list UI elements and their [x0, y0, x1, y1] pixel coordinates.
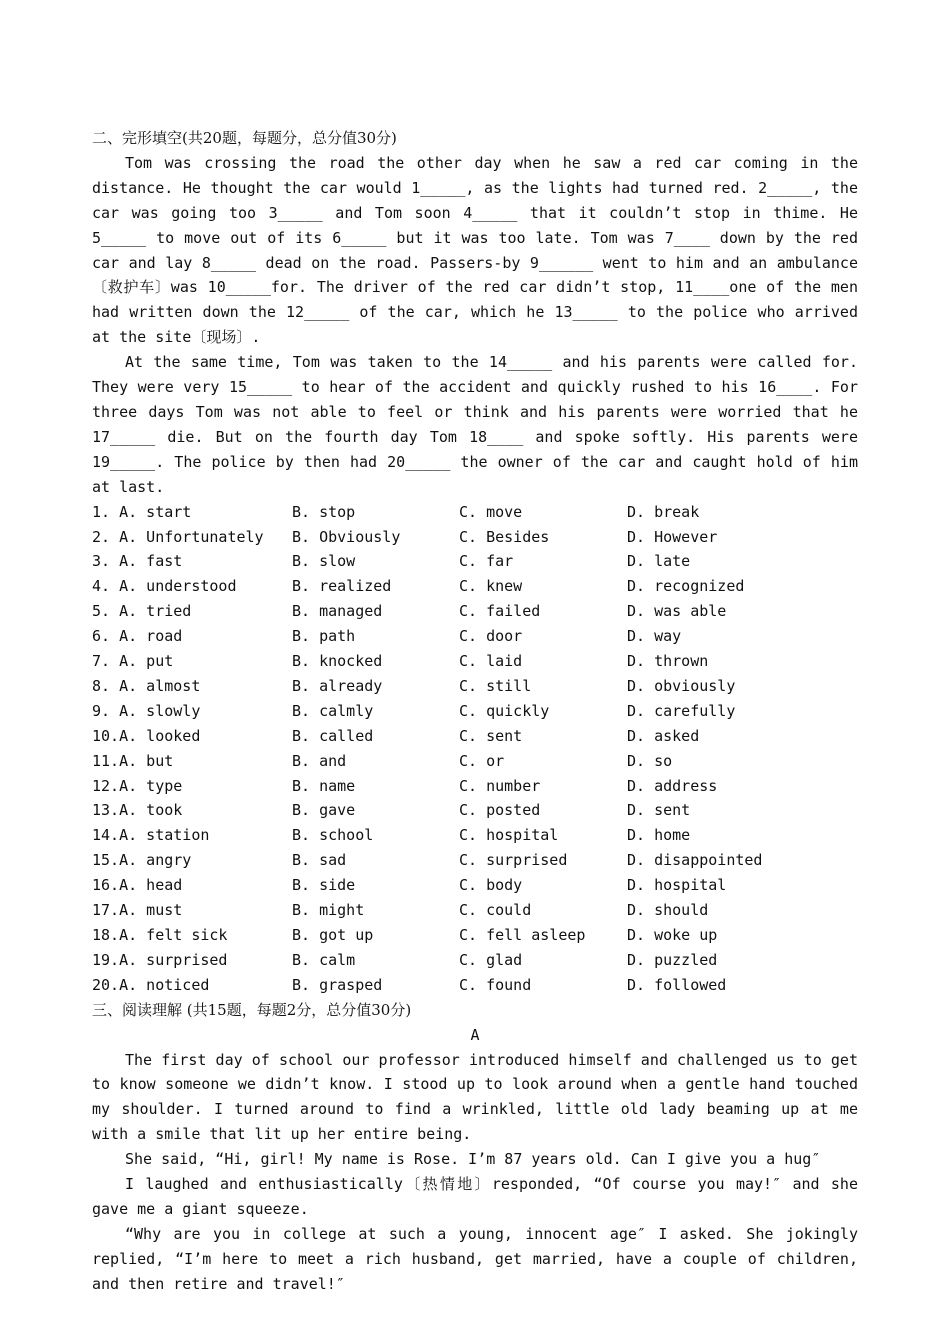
option-c: C. failed: [459, 602, 541, 621]
option-d: D. woke up: [627, 926, 718, 944]
option-c: C. knew: [459, 577, 523, 596]
option-a: 7. A. put: [92, 652, 174, 671]
option-row: [92, 898, 858, 923]
option-d: D. break: [627, 502, 700, 521]
option-row: [92, 500, 858, 525]
option-row: [92, 948, 858, 973]
passage-label: A: [470, 1025, 480, 1044]
option-d: D. way: [627, 627, 682, 646]
cloze-heading: 二、完形填空(共20题，每题分，总分值30分): [92, 129, 397, 147]
reading-paragraph-3: I laughed and enthusiastically〔热情地〕responded, “Of course you may!″ and she gave me a giant squeeze.: [92, 1175, 858, 1218]
cloze-options: [92, 500, 858, 998]
option-c: C. laid: [459, 652, 523, 671]
option-d: D. thrown: [627, 652, 709, 671]
option-a: 6. A. road: [92, 627, 183, 646]
option-c: C. found: [459, 975, 532, 994]
option-a: 15.A. angry: [92, 851, 192, 870]
option-a: 5. A. tried: [92, 602, 192, 621]
option-b: B. school: [292, 826, 374, 845]
option-c: C. body: [459, 876, 523, 895]
option-a: 1. A. start: [92, 502, 192, 521]
option-d: D. sent: [627, 801, 691, 820]
option-b: B. Obviously: [292, 527, 401, 546]
option-c: C. could: [459, 901, 532, 920]
option-a: 10.A. looked: [92, 726, 201, 745]
option-c: C. surprised: [459, 851, 568, 870]
option-d: D. obviously: [627, 676, 736, 695]
option-d: D. was able: [627, 602, 727, 621]
option-a: 17.A. must: [92, 901, 183, 920]
option-d: D. address: [627, 776, 718, 795]
option-row: [92, 923, 858, 948]
option-row: [92, 574, 858, 599]
option-d: D. asked: [627, 726, 700, 745]
option-c: C. sent: [459, 726, 523, 745]
option-row: [92, 699, 858, 724]
option-c: C. fell asleep: [459, 926, 586, 944]
option-row: [92, 525, 858, 550]
option-d: D. followed: [627, 975, 727, 994]
option-c: C. quickly: [459, 701, 550, 720]
option-a: 8. A. almost: [92, 676, 201, 695]
option-b: B. managed: [292, 602, 383, 621]
option-d: D. home: [627, 826, 691, 845]
option-b: B. knocked: [292, 652, 383, 671]
reading-paragraph-1: The first day of school our professor introduced himself and challenged us to get to know someone we didn’t know. I stood up to look around when a gentle hand touched my shoulder. I turned around to find a wrinkled, little old lady beaming up at me with a smile that lit up her entire being.: [92, 1050, 858, 1144]
option-row: [92, 624, 858, 649]
option-c: C. glad: [459, 950, 523, 969]
option-d: D. should: [627, 901, 709, 920]
option-d: D. so: [627, 751, 673, 770]
option-b: B. already: [292, 676, 383, 695]
option-row: [92, 549, 858, 574]
option-row: [92, 873, 858, 898]
option-c: C. number: [459, 776, 541, 795]
option-a: 9. A. slowly: [92, 701, 201, 720]
option-d: D. puzzled: [627, 950, 718, 969]
option-d: D. carefully: [627, 701, 736, 720]
option-a: 2. A. Unfortunately: [92, 527, 264, 546]
option-d: D. recognized: [627, 577, 745, 596]
option-row: [92, 724, 858, 749]
option-row: [92, 599, 858, 624]
option-b: B. name: [292, 776, 356, 795]
option-d: D. However: [627, 527, 718, 546]
reading-paragraph-2: She said, “Hi, girl! My name is Rose. I’m 87 years old. Can I give you a hug″: [125, 1150, 821, 1169]
option-c: C. far: [459, 552, 514, 571]
option-a: 20.A. noticed: [92, 975, 210, 994]
option-d: D. disappointed: [627, 851, 763, 870]
option-row: [92, 674, 858, 699]
option-a: 11.A. but: [92, 751, 174, 770]
option-a: 3. A. fast: [92, 552, 183, 571]
option-b: B. might: [292, 901, 365, 920]
option-d: D. hospital: [627, 876, 727, 895]
option-c: C. still: [459, 676, 532, 695]
option-b: B. path: [292, 627, 356, 646]
option-row: [92, 973, 858, 998]
option-c: C. or: [459, 751, 505, 770]
option-c: C. Besides: [459, 527, 550, 546]
option-a: 12.A. type: [92, 776, 183, 795]
option-a: 16.A. head: [92, 876, 183, 895]
option-b: B. calmly: [292, 701, 374, 720]
option-b: B. calm: [292, 950, 356, 969]
option-b: B. stop: [292, 502, 356, 521]
option-row: [92, 749, 858, 774]
option-b: B. got up: [292, 926, 374, 944]
exam-page: [92, 126, 858, 1297]
option-row: [92, 649, 858, 674]
option-d: D. late: [627, 552, 691, 571]
reading-heading: 三、阅读理解 (共15题，每题2分，总分值30分): [92, 1000, 412, 1019]
option-a: 4. A. understood: [92, 577, 237, 596]
option-a: 14.A. station: [92, 826, 210, 845]
option-b: B. sad: [292, 851, 347, 870]
option-b: B. gave: [292, 801, 356, 820]
option-b: B. and: [292, 751, 347, 770]
cloze-paragraph-1: Tom was crossing the road the other day when he saw a red car coming in the distance. He thought the car would 1_____, as the lights had turned red. 2_____, the car was going too 3_____ and Tom soon 4_____ that it couldn’t stop in thime. He 5_____ to move out of its 6_____ but it was too late. Tom was 7____ down by the red car and lay 8_____ dead on the road. Passers-by 9______ went to him and an ambulance〔救护车〕was 10_____for. The driver of the red car didn’t stop, 11____one of the men had written down the 12_____ of the car, which he 13_____ to the police who arrived at the site〔现场〕.: [92, 153, 858, 347]
option-b: B. side: [292, 876, 356, 895]
option-b: B. realized: [292, 577, 392, 596]
option-b: B. grasped: [292, 975, 383, 994]
option-c: C. posted: [459, 801, 541, 820]
option-c: C. hospital: [459, 826, 559, 845]
reading-paragraph-4: “Why are you in college at such a young, innocent age″ I asked. She jokingly replied, “I’m here to meet a rich husband, get married, have a couple of children, and then retire and travel!″: [92, 1224, 858, 1293]
option-row: [92, 774, 858, 799]
option-row: [92, 823, 858, 848]
option-b: B. called: [292, 726, 374, 745]
option-c: C. door: [459, 627, 523, 646]
option-row: [92, 798, 858, 823]
cloze-paragraph-2: At the same time, Tom was taken to the 14_____ and his parents were called for. They were very 15_____ to hear of the accident and quickly rushed to his 16____. For three days Tom was not able to feel or think and his parents were worried that he 17_____ die. But on the fourth day Tom 18____ and spoke softly. His parents were 19_____. The police by then had 20_____ the owner of the car and caught hold of him at last.: [92, 353, 858, 496]
option-row: [92, 848, 858, 873]
option-c: C. move: [459, 502, 523, 521]
option-a: 18.A. felt sick: [92, 926, 228, 944]
option-a: 13.A. took: [92, 801, 183, 820]
option-b: B. slow: [292, 552, 356, 571]
option-a: 19.A. surprised: [92, 950, 228, 969]
